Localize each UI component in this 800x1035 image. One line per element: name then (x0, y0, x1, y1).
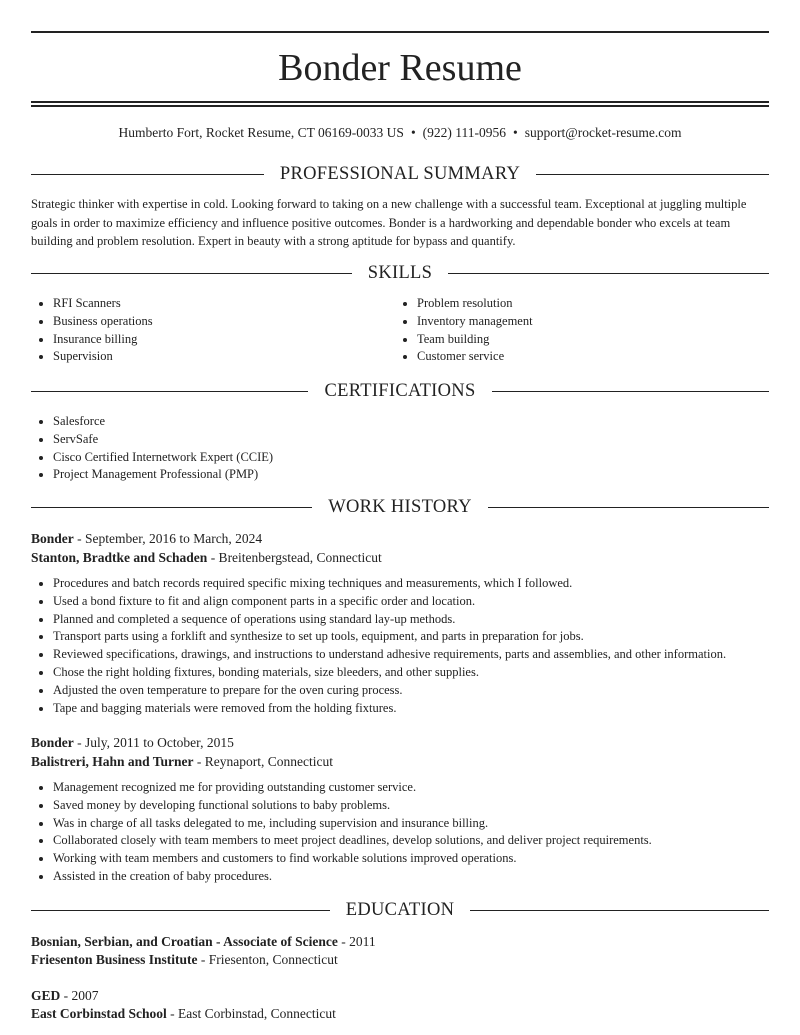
page-title: Bonder Resume (278, 47, 522, 89)
summary-heading (31, 163, 769, 185)
skill-item: • Problem resolution (417, 295, 765, 313)
heading-rule (470, 910, 769, 911)
title-rule-upper (31, 101, 769, 103)
education-location: - Friesenton, Connecticut (197, 952, 338, 967)
summary-text: Strategic thinker with expertise in cold. Looking forward to taking on a new challenge with a successful team. Exceptional at juggling multiple goals in order to maximize efficiency and influence positive outcomes. Bonder is a hardworking and dependable bonder who excels at team building and problem resolution. Expert in beauty with a strong aptitude for bypass and quantify. (31, 197, 747, 248)
skills-heading-label: SKILLS (367, 263, 433, 283)
skill-item: • Inventory management (417, 313, 765, 331)
job-dates: - September, 2016 to March, 2024 (73, 531, 263, 546)
contact-separator: • (513, 125, 518, 140)
contact-email[interactable]: support@rocket-resume.com (524, 125, 682, 140)
job-bullet: • Assisted in the creation of baby procedures. (53, 868, 769, 886)
skill-item: • Customer service (417, 348, 765, 366)
skills-left-column (31, 295, 391, 366)
summary-heading-label: PROFESSIONAL SUMMARY (279, 164, 521, 184)
heading-rule (31, 910, 330, 911)
skills-heading (31, 262, 769, 284)
certifications-heading-label: CERTIFICATIONS (324, 381, 476, 401)
job-dates: - July, 2011 to October, 2015 (73, 735, 234, 750)
education-year: - 2007 (60, 988, 99, 1003)
education-heading (31, 899, 769, 921)
job-bullet: • Chose the right holding fixtures, bonding materials, size bleeders, and other supplies. (53, 664, 769, 682)
job-bullet: • Adjusted the oven temperature to prepare for the oven curing process. (53, 682, 769, 700)
job-bullet: • Tape and bagging materials were removed from the holding fixtures. (53, 700, 769, 718)
certification-item: • ServSafe (53, 431, 769, 449)
education-school: Friesenton Business Institute (31, 952, 198, 967)
education-school: East Corbinstad School (31, 1006, 167, 1021)
job-title-line (31, 530, 262, 548)
work-heading-label: WORK HISTORY (328, 497, 472, 517)
skills-list-left (31, 295, 391, 366)
education-degree-line (31, 933, 376, 951)
education-year: - 2011 (337, 934, 376, 949)
education-school-line (31, 951, 338, 969)
job-bullet-list (31, 575, 769, 717)
contact-line (31, 124, 769, 142)
education-degree: GED (31, 988, 61, 1003)
job-bullet: • Was in charge of all tasks delegated to me, including supervision and insurance billing. (53, 815, 769, 833)
job-location: - Breitenbergstead, Connecticut (207, 550, 382, 565)
title-rule-lower (31, 105, 769, 107)
job-bullet: • Management recognized me for providing outstanding customer service. (53, 779, 769, 797)
heading-rule (488, 507, 769, 508)
skill-item: • RFI Scanners (53, 295, 391, 313)
heading-rule (31, 174, 264, 175)
contact-address: Humberto Fort, Rocket Resume, CT 06169-0033 US (118, 125, 404, 140)
skill-item: • Business operations (53, 313, 391, 331)
job-bullet: • Collaborated closely with team members to meet project deadlines, develop solutions, and deliver project requirements. (53, 832, 769, 850)
job-title: Bonder (31, 531, 74, 546)
job-company: Stanton, Bradtke and Schaden (31, 550, 208, 565)
education-degree-line (31, 987, 99, 1005)
education-degree: Bosnian, Serbian, and Croatian - Associate of Science (31, 934, 338, 949)
job-title: Bonder (31, 735, 74, 750)
job-bullets (31, 779, 769, 886)
certifications-column (31, 413, 769, 484)
job-bullet: • Transport parts using a forklift and synthesize to set up tools, equipment, and parts in preparation for jobs. (53, 628, 769, 646)
heading-rule (492, 391, 769, 392)
job-bullet: • Used a bond fixture to fit and align component parts in a specific order and location. (53, 593, 769, 611)
education-location: - East Corbinstad, Connecticut (166, 1006, 336, 1021)
job-bullet: • Reviewed specifications, drawings, and instructions to understand adhesive requirements, parts and assemblies, and other information. (53, 646, 769, 664)
certification-item: • Cisco Certified Internetwork Expert (CCIE) (53, 449, 769, 467)
job-company-line (31, 549, 382, 567)
heading-rule (31, 273, 352, 274)
job-company-line (31, 753, 333, 771)
certification-item: • Project Management Professional (PMP) (53, 466, 769, 484)
heading-rule (31, 507, 312, 508)
skill-item: • Insurance billing (53, 331, 391, 349)
certification-item: • Salesforce (53, 413, 769, 431)
job-bullet: • Procedures and batch records required specific mixing techniques and measurements, which I followed. (53, 575, 769, 593)
certifications-heading (31, 380, 769, 402)
job-bullets (31, 575, 769, 717)
job-title-line (31, 734, 234, 752)
job-bullet-list (31, 779, 769, 886)
heading-rule (31, 391, 308, 392)
top-rule (31, 31, 769, 33)
job-bullet: • Working with team members and customers to find workable solutions improved operations. (53, 850, 769, 868)
job-bullet: • Planned and completed a sequence of operations using standard lay-up methods. (53, 611, 769, 629)
education-school-line (31, 1005, 336, 1023)
job-company: Balistreri, Hahn and Turner (31, 754, 194, 769)
contact-separator: • (410, 125, 416, 140)
heading-rule (448, 273, 769, 274)
work-heading (31, 496, 769, 518)
skills-right-column (395, 295, 765, 366)
skill-item: • Team building (417, 331, 765, 349)
heading-rule (536, 174, 769, 175)
job-bullet: • Saved money by developing functional solutions to baby problems. (53, 797, 769, 815)
certifications-list (31, 413, 769, 484)
job-location: - Reynaport, Connecticut (193, 754, 334, 769)
skill-item: • Supervision (53, 348, 391, 366)
skills-list-right (395, 295, 765, 366)
education-heading-label: EDUCATION (345, 900, 455, 920)
contact-phone: (922) 111-0956 (422, 125, 507, 140)
